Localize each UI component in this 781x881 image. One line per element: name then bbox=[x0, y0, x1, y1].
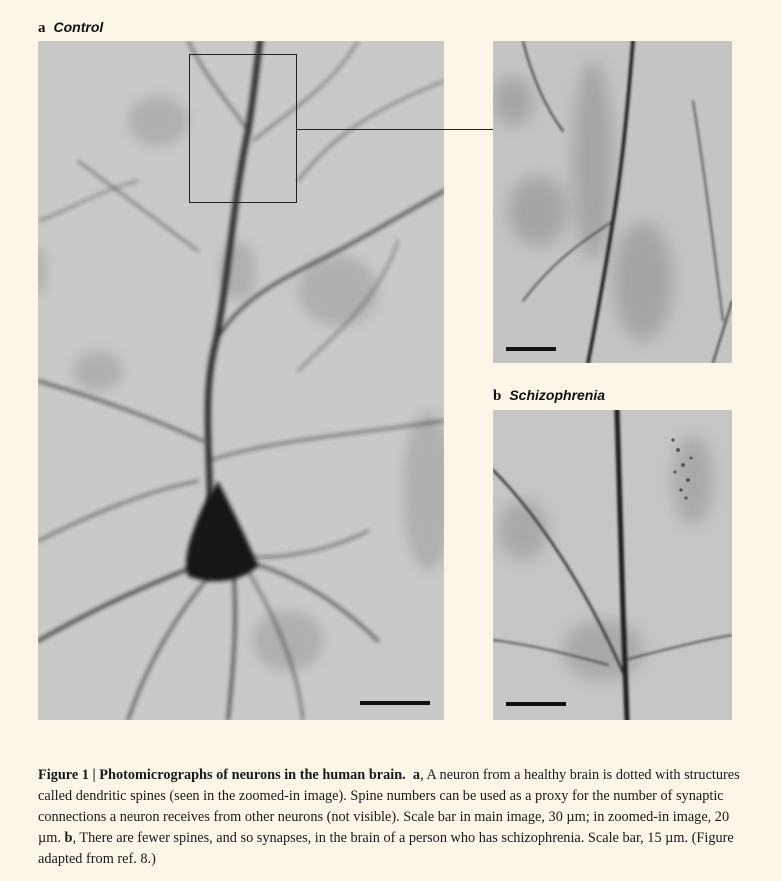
panel-a-letter: a bbox=[38, 20, 46, 36]
caption-title: Figure 1 | Photomicrographs of neurons in the human brain. bbox=[38, 767, 406, 783]
caption-part-a-letter: a bbox=[412, 767, 421, 783]
caption-part-b-letter: b bbox=[64, 830, 73, 846]
panel-b-label bbox=[493, 387, 605, 405]
caption-part-b-text: , There are fewer spines, and so synapses, in the brain of a person who has schizophrenia. Scale bar, 15 µm. (Figure adapted from ref. 8.) bbox=[38, 830, 734, 867]
zoom-connector-line bbox=[297, 129, 493, 130]
panel-a-label bbox=[38, 19, 103, 37]
panel-b-name: Schizophrenia bbox=[509, 387, 606, 403]
figure-caption bbox=[38, 765, 748, 870]
panel-b-letter: b bbox=[493, 388, 502, 404]
schizophrenia-neuron-micrograph bbox=[493, 410, 732, 720]
panel-a-name: Control bbox=[53, 19, 104, 35]
zoom-region-box bbox=[189, 54, 297, 203]
zoomed-dendrite-micrograph bbox=[493, 41, 732, 363]
caption-part-a-text: , A neuron from a healthy brain is dotted with structures called dendritic spines (seen in the zoomed-in image). Spine numbers can be used as a proxy for the number of synaptic connections a neuron receives from other neurons (not visible). Scale bar in main image, 30 µm; in zoomed-in image, 20 µm. bbox=[38, 767, 740, 846]
